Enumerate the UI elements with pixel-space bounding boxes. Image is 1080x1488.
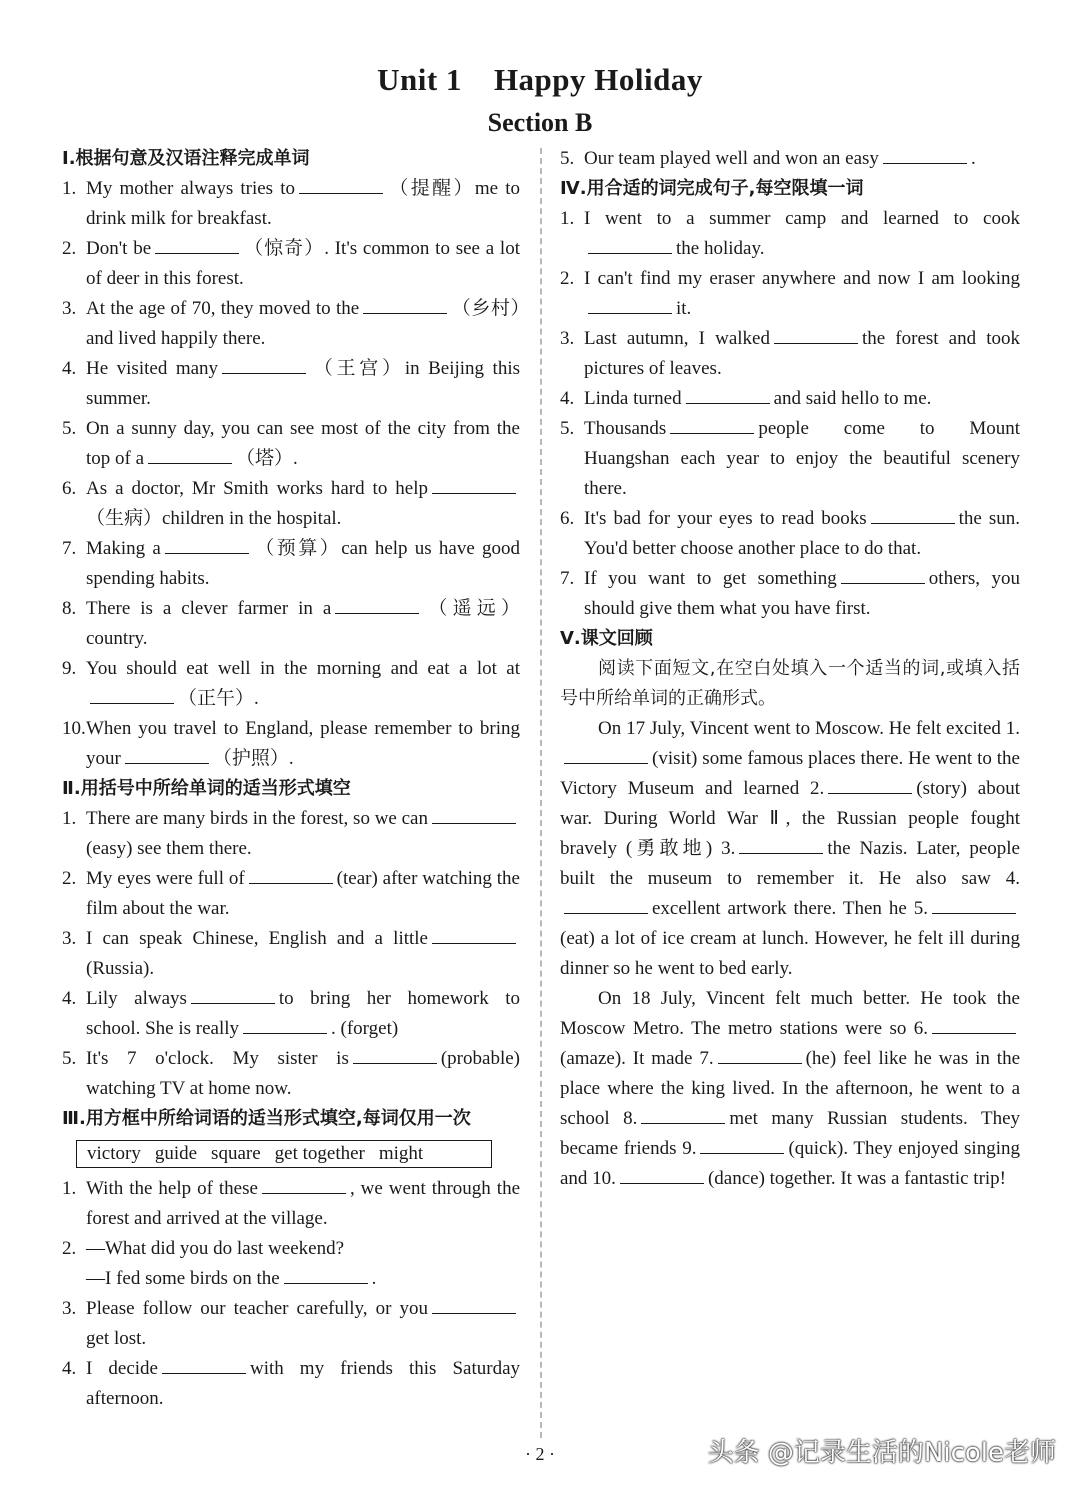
answer-blank[interactable] <box>828 775 912 794</box>
answer-blank[interactable] <box>871 505 955 524</box>
passage-paragraph-1: On 17 July, Vincent went to Moscow. He felt excited 1.(visit) some famous places there. He went to the Victory Museum and learned 2. (story) about war. During World War Ⅱ, the Russian people fought bravely (勇敢地) 3. the Nazis. Later, people built the museum to remember it. He also saw 4.excellent artwork there. Then he 5.(eat) a lot of ice cream at lunch. However, he felt ill during dinner so he went to bed early. <box>560 718 1020 979</box>
part2-question: 5. It's 7 o'clock. My sister is (probable) watching TV at home now. <box>62 1044 520 1104</box>
word-box-item: might <box>378 1143 424 1164</box>
answer-blank[interactable] <box>564 895 648 914</box>
answer-blank[interactable] <box>588 295 672 314</box>
answer-blank[interactable] <box>432 805 516 824</box>
answer-blank[interactable] <box>620 1165 704 1184</box>
column-divider <box>540 148 542 1438</box>
part1-question: 2. Don't be （惊奇）. It's common to see a lot of deer in this forest. <box>62 234 520 294</box>
answer-blank[interactable] <box>432 475 516 494</box>
part2-question: 3. I can speak Chinese, English and a little(Russia). <box>62 924 520 984</box>
left-column <box>62 144 520 1414</box>
word-box-item: get together <box>274 1143 365 1164</box>
part3-question: 4. I decide with my friends this Saturday afternoon. <box>62 1354 520 1414</box>
part3-question: 1. With the help of these , we went through the forest and arrived at the village. <box>62 1174 520 1234</box>
answer-blank[interactable] <box>165 535 249 554</box>
part4-question: 5. Thousands people come to Mount Huangshan each year to enjoy the beautiful scenery there. <box>560 414 1020 504</box>
answer-blank[interactable] <box>249 865 333 884</box>
answer-blank[interactable] <box>432 925 516 944</box>
part1-heading: Ⅰ.根据句意及汉语注释完成单词 <box>62 148 310 169</box>
answer-blank[interactable] <box>641 1105 725 1124</box>
part3-question: 5. Our team played well and won an easy . <box>560 144 1020 174</box>
part5-instruction: 阅读下面短文,在空白处填入一个适当的词,或填入括号中所给单词的正确形式。 <box>560 658 1020 709</box>
part3-question: 3. Please follow our teacher carefully, or youget lost. <box>62 1294 520 1354</box>
watermark: 头条 @记录生活的Nicole老师 <box>707 1438 1056 1468</box>
part4-question: 4. Linda turned and said hello to me. <box>560 384 1020 414</box>
answer-blank[interactable] <box>670 415 754 434</box>
word-box-item: square <box>211 1143 261 1164</box>
answer-blank[interactable] <box>883 145 967 164</box>
part4-question: 1. I went to a summer camp and learned to cookthe holiday. <box>560 208 1020 259</box>
part2-heading: Ⅱ.用括号中所给单词的适当形式填空 <box>62 778 351 799</box>
part4-question: 2. I can't find my eraser anywhere and now I am lookingit. <box>560 268 1020 319</box>
part1-question: 3. At the age of 70, they moved to the （乡村）and lived happily there. <box>62 294 520 354</box>
answer-blank[interactable] <box>564 745 648 764</box>
part5-heading: Ⅴ.课文回顾 <box>560 628 653 649</box>
answer-blank[interactable] <box>686 385 770 404</box>
right-column <box>560 144 1020 1194</box>
part4-question: 6. It's bad for your eyes to read books the sun. You'd better choose another place to do that. <box>560 504 1020 564</box>
answer-blank[interactable] <box>191 985 275 1004</box>
answer-blank[interactable] <box>588 235 672 254</box>
part4-question: 7. If you want to get something others, you should give them what you have first. <box>560 564 1020 624</box>
passage-paragraph-2: On 18 July, Vincent felt much better. He took the Moscow Metro. The metro stations were so 6.(amaze). It made 7. (he) feel like he was in the place where the king lived. In the afternoon, he went to a school 8. met many Russian students. They became friends 9. (quick). They enjoyed singing and 10. (dance) together. It was a fantastic trip! <box>560 988 1021 1189</box>
part3-heading: Ⅲ.用方框中所给词语的适当形式填空,每词仅用一次 <box>62 1108 471 1129</box>
answer-blank[interactable] <box>363 295 447 314</box>
answer-blank[interactable] <box>162 1355 246 1374</box>
answer-blank[interactable] <box>841 565 925 584</box>
answer-blank[interactable] <box>262 1175 346 1194</box>
part1-question: 8. There is a clever farmer in a （遥远）country. <box>62 594 520 654</box>
part1-question: 10.When you travel to England, please remember to bring your （护照）. <box>62 718 520 769</box>
part1-question: 4. He visited many （王宫）in Beijing this summer. <box>62 354 520 414</box>
answer-blank[interactable] <box>739 835 823 854</box>
word-box <box>76 1140 492 1168</box>
answer-blank[interactable] <box>299 175 383 194</box>
part2-question: 2. My eyes were full of (tear) after watching the film about the war. <box>62 864 520 924</box>
part2-question: 1. There are many birds in the forest, so we can(easy) see them there. <box>62 804 520 864</box>
answer-blank[interactable] <box>932 895 1016 914</box>
unit-label: Unit 1 <box>377 62 462 97</box>
answer-blank[interactable] <box>335 595 419 614</box>
answer-blank[interactable] <box>718 1045 802 1064</box>
answer-blank[interactable] <box>353 1045 437 1064</box>
part4-question: 3. Last autumn, I walked the forest and took pictures of leaves. <box>560 324 1020 384</box>
page-title <box>0 62 1080 98</box>
answer-blank[interactable] <box>700 1135 784 1154</box>
part3-question: 2. —What did you do last weekend? —I fed some birds on the . <box>62 1238 377 1289</box>
part1-question: 9. You should eat well in the morning and eat a lot at（正午）. <box>62 658 520 709</box>
answer-blank[interactable] <box>148 445 232 464</box>
answer-blank[interactable] <box>932 1015 1016 1034</box>
answer-blank[interactable] <box>222 355 306 374</box>
part1-question: 5. On a sunny day, you can see most of the city from the top of a （塔）. <box>62 418 520 469</box>
part1-question: 7. Making a （预算）can help us have good spending habits. <box>62 534 520 594</box>
page-number: · 2 · <box>525 1444 555 1464</box>
part1-question: 1. My mother always tries to （提醒）me to drink milk for breakfast. <box>62 174 520 234</box>
answer-blank[interactable] <box>243 1015 327 1034</box>
word-box-item: victory <box>87 1143 141 1164</box>
word-box-item: guide <box>154 1143 198 1164</box>
answer-blank[interactable] <box>90 685 174 704</box>
part4-heading: Ⅳ.用合适的词完成句子,每空限填一词 <box>560 178 864 199</box>
unit-title: Happy Holiday <box>493 62 703 97</box>
answer-blank[interactable] <box>155 235 239 254</box>
answer-blank[interactable] <box>284 1265 368 1284</box>
answer-blank[interactable] <box>774 325 858 344</box>
answer-blank[interactable] <box>125 745 209 764</box>
answer-blank[interactable] <box>432 1295 516 1314</box>
part1-question: 6. As a doctor, Mr Smith works hard to help（生病）children in the hospital. <box>62 474 520 534</box>
part2-question: 4. Lily always to bring her homework to school. She is really . (forget) <box>62 984 520 1044</box>
section-title: Section B <box>487 108 593 137</box>
